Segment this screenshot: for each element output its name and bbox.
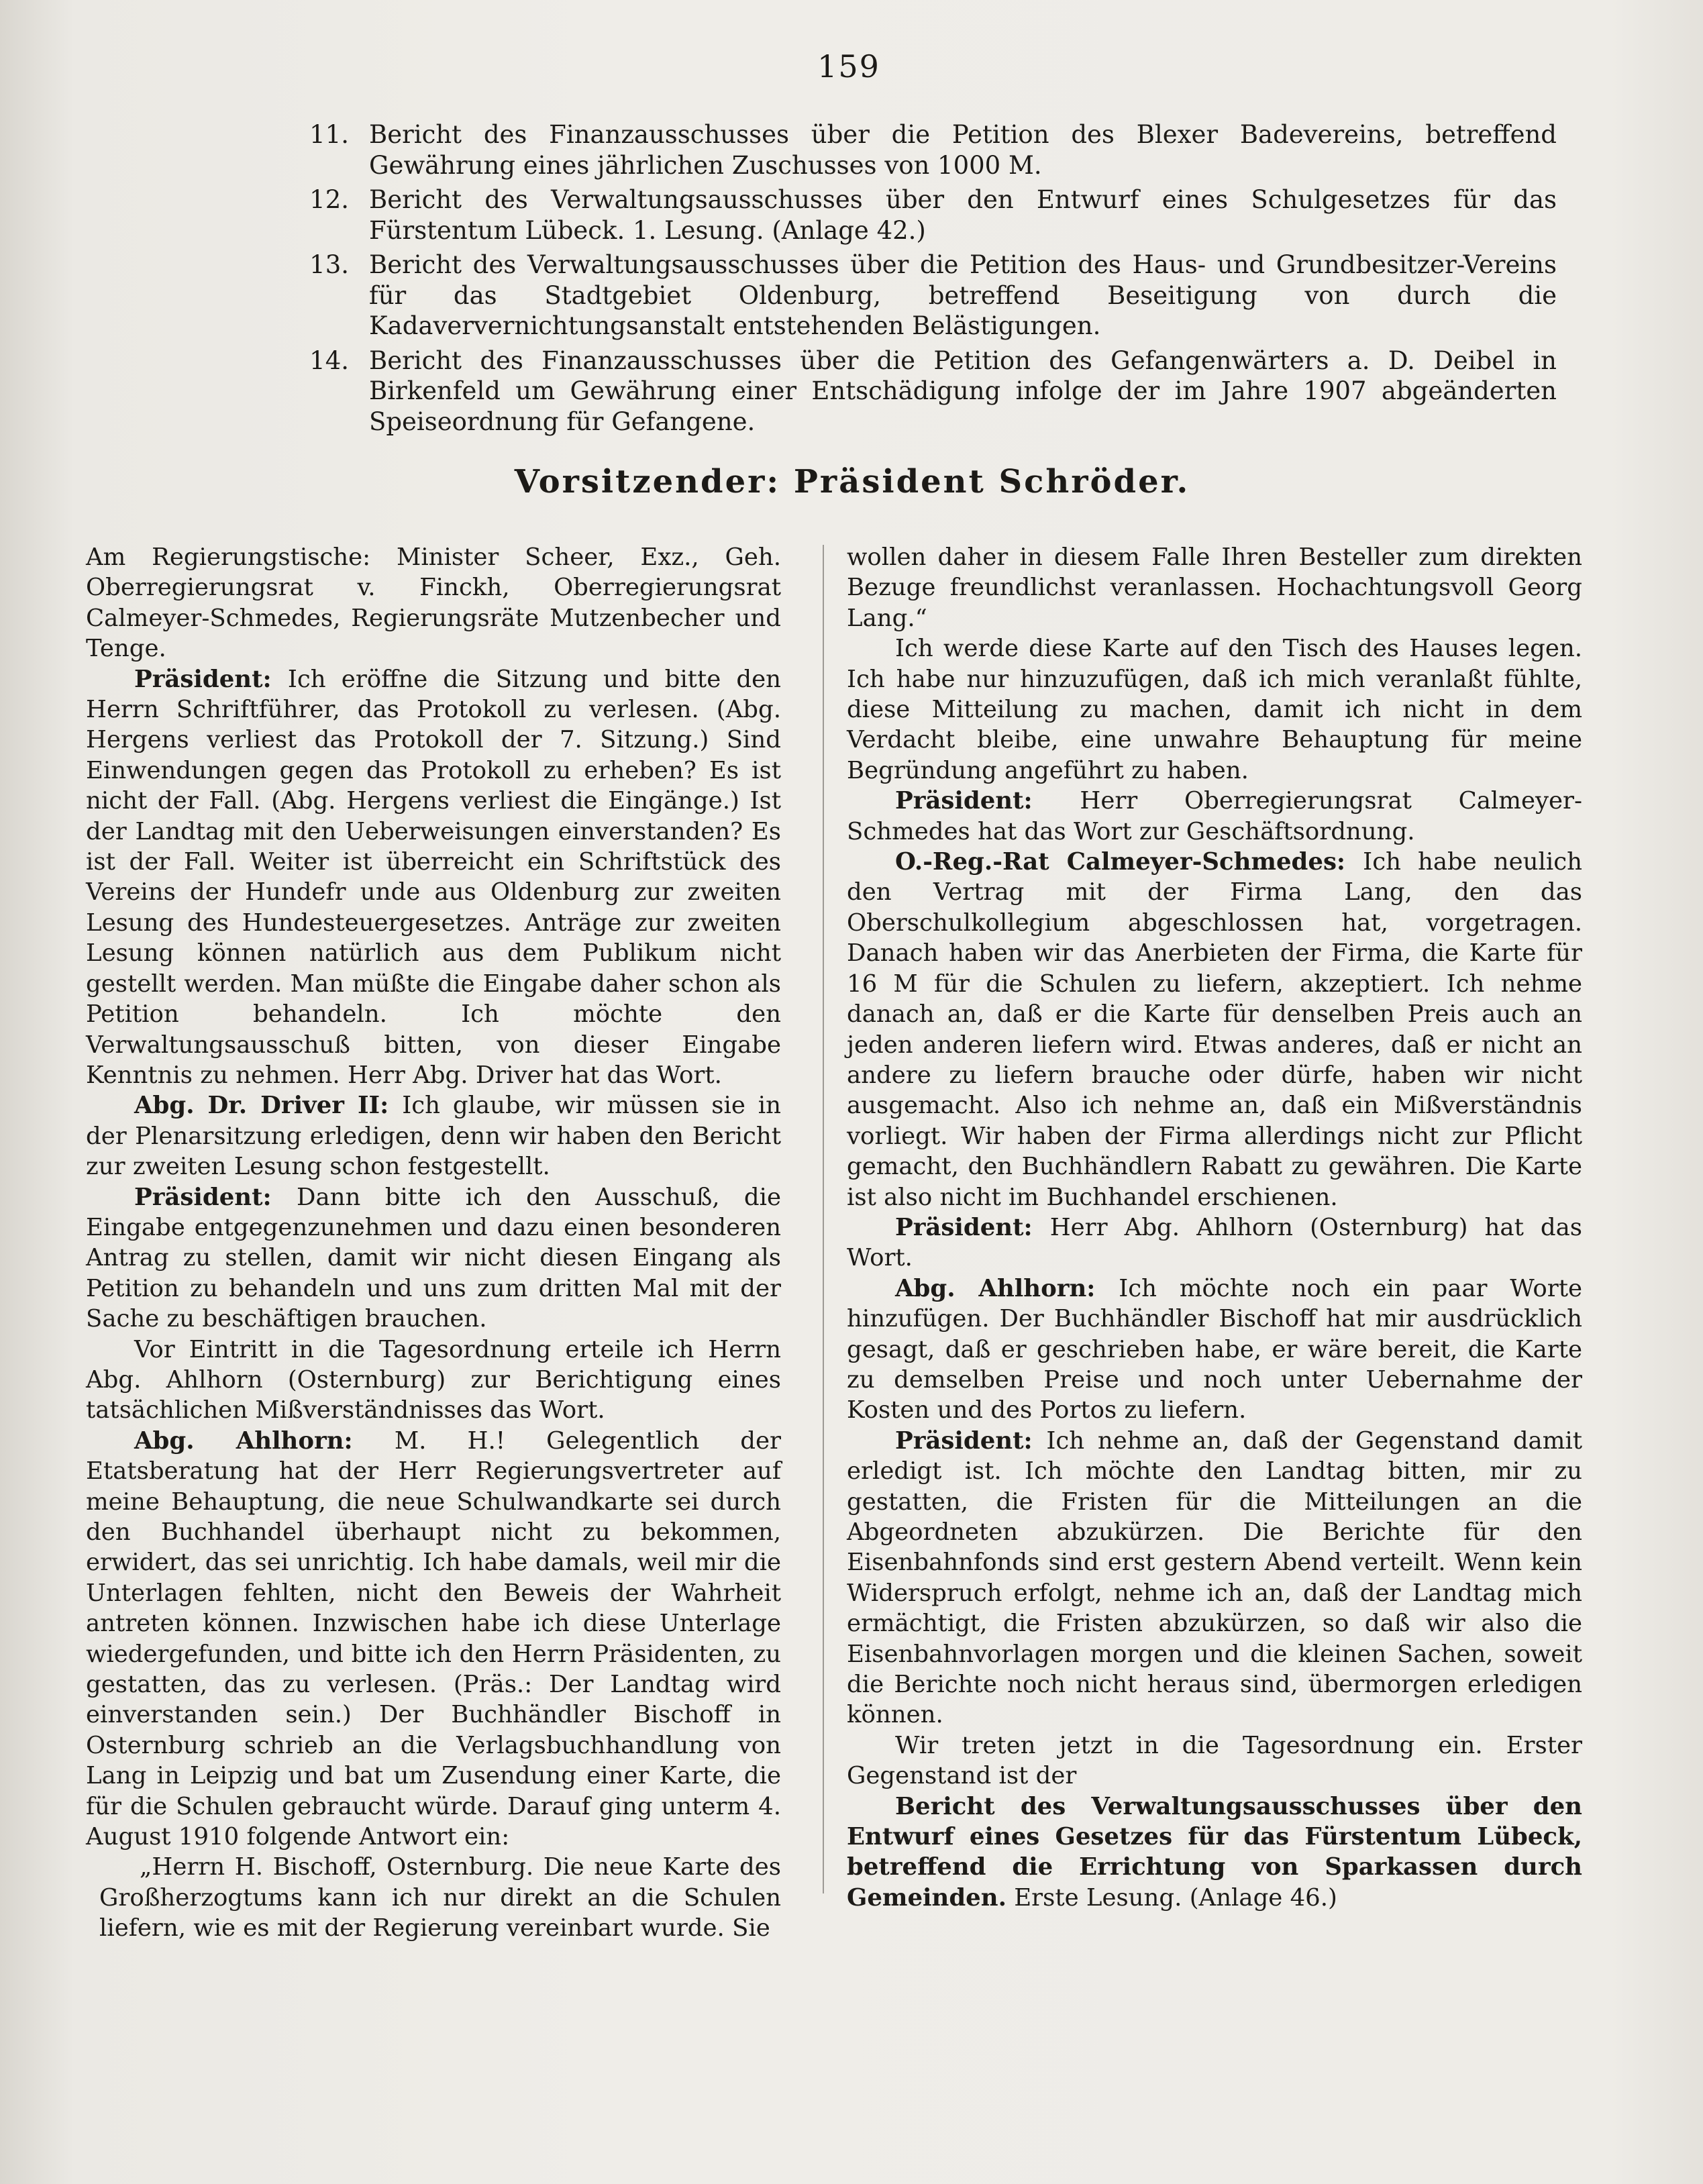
paragraph bbox=[847, 847, 1582, 1212]
agenda-text: Bericht des Finanzausschusses über die Petition des Blexer Badevereins, betreffend Gewährung eines jährlichen Zuschusses von 1000 M. bbox=[369, 120, 1557, 180]
paragraph bbox=[847, 1730, 1582, 1791]
agenda-title: Bericht des Verwaltungsausschusses über den Entwurf eines Gesetzes für das Fürstentum Lübeck, betreffend die Errichtung von Sparkassen durch Gemeinden. bbox=[847, 1792, 1582, 1912]
paragraph-text: Dann bitte ich den Ausschuß, die Eingabe entgegenzunehmen und dazu einen besonderen Antrag zu stellen, damit wir nicht diesen Eingang als Petition zu behandeln und uns zum dritten Mal mit der Sache zu beschäftigen brauchen. bbox=[86, 1183, 781, 1333]
agenda-item bbox=[295, 346, 1557, 437]
paragraph-text: „Herrn H. Bischoff, Osternburg. Die neue Karte des Großherzogtums kann ich nur direkt an die Schulen liefern, wie es mit der Regierung vereinbart wurde. Sie bbox=[99, 1853, 781, 1942]
agenda-number: 13. bbox=[309, 250, 349, 279]
speaker-label: Präsident: bbox=[895, 1426, 1047, 1455]
paragraph bbox=[86, 1090, 781, 1182]
paragraph bbox=[86, 1335, 781, 1426]
paragraph-text: Herr Oberregierungsrat Calmeyer-Schmedes hat das Wort zur Geschäftsordnung. bbox=[847, 787, 1582, 845]
agenda-number: 12. bbox=[309, 185, 349, 214]
speaker-label: Präsident: bbox=[895, 787, 1080, 815]
paragraph-text: Ich werde diese Karte auf den Tisch des Hauses legen. Ich habe nur hinzuzufügen, daß ich mich veranlaßt fühlte, diese Mitteilung zu machen, damit ich nicht in dem Verdacht bleibe, eine unwahre Behauptung für meine Begründung angeführt zu haben. bbox=[847, 635, 1582, 784]
paragraph bbox=[86, 542, 781, 664]
paragraph-text: Ich möchte noch ein paar Worte hinzufügen. Der Buchhändler Bischoff hat mir ausdrücklich gesagt, daß er geschrieben habe, er wäre bereit, die Karte zu demselben Preise und noch unter Uebernahme der Kosten und des Portos zu liefern. bbox=[847, 1274, 1582, 1424]
paragraph-text: Ich glaube, wir müssen sie in der Plenarsitzung erledigen, denn wir haben den Bericht zur zweiten Lesung schon festgestellt. bbox=[86, 1092, 781, 1181]
paragraph-text: Herr Abg. Ahlhorn (Osternburg) hat das Wort. bbox=[847, 1213, 1582, 1272]
agenda-number: 14. bbox=[309, 346, 349, 375]
paragraph bbox=[847, 1426, 1582, 1730]
agenda-item bbox=[295, 119, 1557, 180]
column-divider bbox=[823, 545, 824, 1893]
paragraph bbox=[86, 1426, 781, 1853]
speaker-label: Abg. Ahlhorn: bbox=[895, 1274, 1119, 1302]
chair-heading: Vorsitzender: Präsident Schröder. bbox=[514, 463, 1190, 501]
paragraph-text: Ich eröffne die Sitzung und bitte den Herrn Schriftführer, das Protokoll zu verlesen. (Abg. Hergens verliest das Protokoll der 7. Sitzung.) Sind Einwendungen gegen das Protokoll zu erheben? Es ist nicht der Fall. (Abg. Hergens verliest die Eingänge.) Ist der Landtag mit den Ueberweisungen einverstanden? Es ist der Fall. Weiter ist überreicht ein Schriftstück des Vereins der Hundefr unde aus Oldenburg zur zweiten Lesung des Hundesteuergesetzes. Anträge zur zweiten Lesung können natürlich aus dem Publikum nicht gestellt werden. Man müßte die Eingabe daher schon als Petition behandeln. Ich möchte den Verwaltungsausschuß bitten, von dieser Eingabe Kenntnis zu nehmen. Herr Abg. Driver hat das Wort. bbox=[86, 665, 782, 1089]
paragraph bbox=[847, 542, 1582, 633]
paragraph-text: Wir treten jetzt in die Tagesordnung ein. Erster Gegenstand ist der bbox=[847, 1731, 1582, 1790]
paragraph bbox=[86, 664, 781, 1091]
page-number: 159 bbox=[817, 48, 880, 85]
agenda-title-tail: Erste Lesung. (Anlage 46.) bbox=[1006, 1883, 1337, 1912]
paragraph-text: wollen daher in diesem Falle Ihren Besteller zum direkten Bezuge freundlichst veranlassen. Hochachtungsvoll Georg Lang.“ bbox=[847, 543, 1582, 632]
agenda-text: Bericht des Verwaltungsausschusses über die Petition des Haus- und Grundbesitzer-Vereins für das Stadtgebiet Oldenburg, betreffend Beseitigung von durch die Kadaververnichtungsanstalt entstehenden Belästigungen. bbox=[369, 250, 1557, 340]
agenda-item bbox=[295, 250, 1557, 342]
paragraph bbox=[847, 633, 1582, 786]
agenda-text: Bericht des Finanzausschusses über die Petition des Gefangenwärters a. D. Deibel in Birkenfeld um Gewährung einer Entschädigung infolge der im Jahre 1907 abgeänderten Speiseordnung für Gefangene. bbox=[369, 346, 1557, 436]
speaker-label: O.-Reg.-Rat Calmeyer-Schmedes: bbox=[895, 848, 1363, 876]
paragraph-text: Am Regierungstische: Minister Scheer, Exz., Geh. Oberregierungsrat v. Finckh, Oberregierungsrat Calmeyer-Schmedes, Regierungsräte Mutzenbecher und Tenge. bbox=[86, 543, 781, 663]
left-column bbox=[86, 542, 781, 1944]
paragraph-text: Ich nehme an, daß der Gegenstand damit erledigt ist. Ich möchte den Landtag bitten, mir zu gestatten, die Fristen für die Mitteilungen an die Abgeordneten abzukürzen. Die Berichte für den Eisenbahnfonds sind erst gestern Abend verteilt. Wenn kein Widerspruch erfolgt, nehme ich an, daß der Landtag mich ermächtigt, die Fristen abzukürzen, so daß wir also die Eisenbahnvorlagen morgen und die kleinen Sachen, soweit die Berichte noch nicht heraus sind, übermorgen erledigen können. bbox=[847, 1426, 1582, 1729]
agenda-text: Bericht des Verwaltungsausschusses über den Entwurf eines Schulgesetzes für das Fürstentum Lübeck. 1. Lesung. (Anlage 42.) bbox=[369, 185, 1557, 245]
speaker-label: Abg. Ahlhorn: bbox=[134, 1426, 395, 1455]
agenda-number: 11. bbox=[309, 120, 349, 149]
speaker-label: Präsident: bbox=[134, 1183, 297, 1211]
paragraph-text: Ich habe neulich den Vertrag mit der Firma Lang, den das Oberschulkollegium abgeschlossen hat, vorgetragen. Danach haben wir das Anerbieten der Firma, die Karte für 16 M für die Schulen zu liefern, akzeptiert. Ich nehme danach an, daß er die Karte für denselben Preis auch an jeden anderen liefern wird. Etwas anderes, daß er nicht an andere zu liefern brauche oder dürfe, haben wir nicht ausgemacht. Also ich nehme an, daß ein Mißverständnis vorliegt. Wir haben der Firma allerdings nicht zur Pflicht gemacht, den Buchhändlern Rabatt zu gewähren. Die Karte ist also nicht im Buchhandel erschienen. bbox=[847, 848, 1582, 1211]
speaker-label: Präsident: bbox=[895, 1213, 1050, 1241]
paragraph bbox=[86, 1182, 781, 1335]
paragraph bbox=[847, 786, 1582, 847]
paragraph-text: M. H.! Gelegentlich der Etatsberatung hat der Herr Regierungsvertreter auf meine Behauptung, die neue Schulwandkarte sei durch den Buchhandel überhaupt nicht zu bekommen, erwidert, das sei unrichtig. Ich habe damals, weil mir die Unterlagen fehlten, nicht den Beweis der Wahrheit antreten können. Inzwischen habe ich diese Unterlage wiedergefunden, und bitte ich den Herrn Präsidenten, zu gestatten, das zu verlesen. (Präs.: Der Landtag wird einverstanden sein.) Der Buchhändler Bischoff in Osternburg schrieb an die Verlagsbuchhandlung von Lang in Leipzig und bat um Zusendung einer Karte, die für die Schulen gebraucht würde. Darauf ging unterm 4. August 1910 folgende Antwort ein: bbox=[86, 1426, 781, 1851]
agenda-list bbox=[295, 119, 1557, 441]
agenda-item bbox=[295, 185, 1557, 246]
right-column bbox=[847, 542, 1582, 1913]
agenda-title-paragraph bbox=[847, 1791, 1582, 1914]
paragraph-text: Vor Eintritt in die Tagesordnung erteile ich Herrn Abg. Ahlhorn (Osternburg) zur Berichtigung eines tatsächlichen Mißverständnisses das Wort. bbox=[86, 1335, 781, 1424]
quoted-letter bbox=[86, 1852, 781, 1943]
paragraph bbox=[847, 1273, 1582, 1426]
speaker-label: Abg. Dr. Driver II: bbox=[134, 1092, 403, 1120]
paragraph bbox=[847, 1212, 1582, 1273]
speaker-label: Präsident: bbox=[134, 665, 288, 693]
